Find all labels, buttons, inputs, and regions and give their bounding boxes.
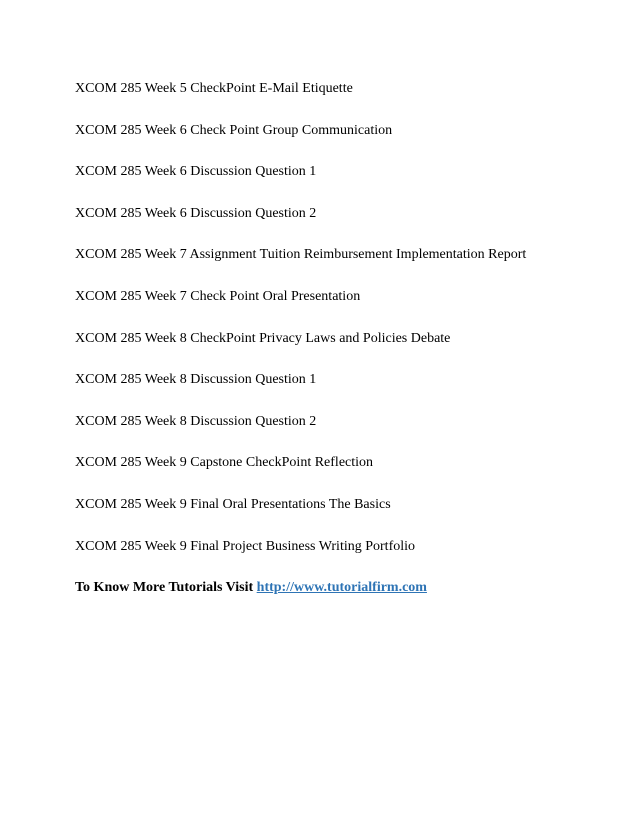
list-item: XCOM 285 Week 6 Discussion Question 2 [75, 205, 317, 221]
tutorial-link[interactable]: http://www.tutorialfirm.com [256, 580, 427, 596]
list-item: XCOM 285 Week 8 Discussion Question 2 [75, 413, 317, 429]
list-item: XCOM 285 Week 9 Final Oral Presentations The Basics [75, 496, 391, 512]
list-item: XCOM 285 Week 6 Discussion Question 1 [75, 164, 317, 180]
footer-line [75, 579, 595, 597]
list-item: XCOM 285 Week 8 Discussion Question 1 [75, 372, 317, 388]
course-list [75, 80, 595, 621]
list-item: XCOM 285 Week 9 Final Project Business Writing Portfolio [75, 538, 416, 554]
list-item: XCOM 285 Week 9 Capstone CheckPoint Reflection [75, 455, 374, 471]
list-item: XCOM 285 Week 6 Check Point Group Communication [75, 122, 393, 138]
list-item: XCOM 285 Week 7 Assignment Tuition Reimbursement Implementation Report [75, 247, 527, 263]
list-item: XCOM 285 Week 5 CheckPoint E-Mail Etiquette [75, 81, 353, 96]
footer-text: To Know More Tutorials Visit [75, 580, 254, 596]
list-item: XCOM 285 Week 8 CheckPoint Privacy Laws and Policies Debate [75, 330, 451, 346]
list-item: XCOM 285 Week 7 Check Point Oral Presentation [75, 288, 361, 304]
